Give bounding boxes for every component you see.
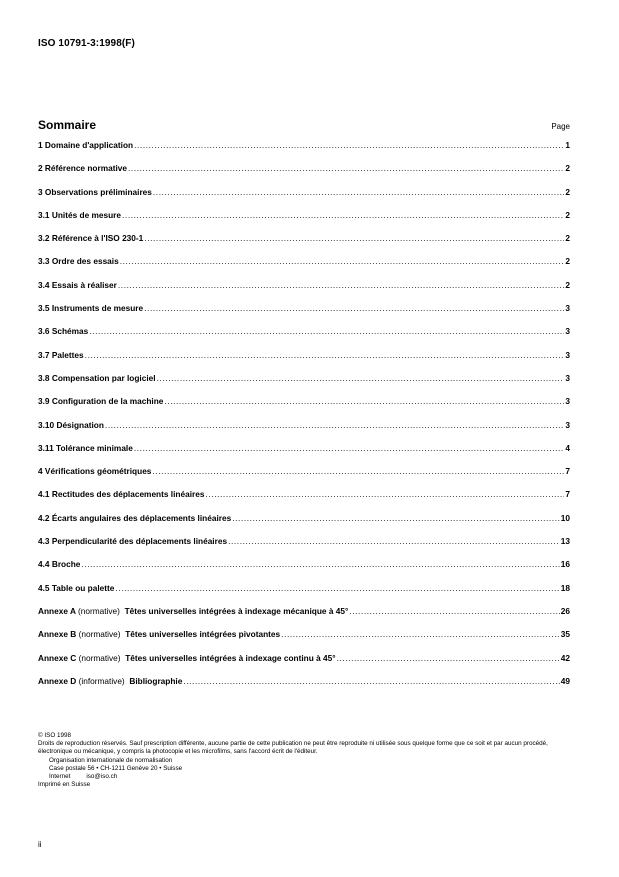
- toc-entry-page: 26: [560, 605, 570, 616]
- toc-leader: [349, 606, 559, 616]
- toc-entry-page: 2: [565, 256, 570, 267]
- toc-entry[interactable]: [38, 443, 570, 466]
- toc-leader: [183, 676, 559, 686]
- toc-entry-page: 1: [565, 140, 570, 150]
- toc-header: [38, 118, 570, 132]
- toc-entry-label: 4.3 Perpendicularité des déplacements linéaires: [38, 536, 228, 547]
- annex-title: Têtes universelles intégrées à indexage continu à 45°: [125, 652, 336, 663]
- toc-entry-page: 49: [560, 675, 570, 686]
- document-id: ISO 10791-3:1998(F): [38, 38, 135, 49]
- toc-leader: [205, 489, 564, 499]
- toc-leader: [89, 326, 564, 336]
- toc-entry-label: 3.3 Ordre des essais: [38, 256, 119, 267]
- toc-entry-page: 4: [565, 442, 570, 453]
- toc-annex-entry[interactable]: [38, 629, 570, 652]
- toc-entry-label: 3.5 Instruments de mesure: [38, 303, 144, 314]
- toc-leader: [134, 140, 564, 150]
- toc-leader: [85, 350, 565, 360]
- toc-leader: [144, 303, 564, 313]
- annex-title: Bibliographie: [129, 675, 183, 686]
- toc-entry-page: 7: [565, 466, 570, 477]
- toc-entry[interactable]: [38, 163, 570, 186]
- toc-annex-entry[interactable]: [38, 606, 570, 629]
- toc-entry[interactable]: [38, 280, 570, 303]
- toc-entry-label: 3.1 Unités de mesure: [38, 209, 122, 220]
- toc-entry-label: 4.4 Broche: [38, 559, 81, 570]
- toc-entry-label: 3.2 Référence à l'ISO 230-1: [38, 233, 144, 244]
- toc-annex-label: [38, 606, 348, 616]
- toc-entry-page: 2: [565, 279, 570, 290]
- copyright-line: © ISO 1998: [38, 732, 71, 739]
- toc-entry-page: 7: [565, 489, 570, 500]
- toc-entry[interactable]: [38, 326, 570, 349]
- toc-leader: [122, 210, 564, 220]
- toc-entry[interactable]: [38, 559, 570, 582]
- toc-entry[interactable]: [38, 396, 570, 419]
- annex-name: Annexe C: [38, 652, 77, 663]
- toc-entry-page: 2: [565, 209, 570, 220]
- annex-name: Annexe A: [38, 605, 76, 616]
- postal-address: Case postale 56 • CH-1211 Genève 20 • Suisse: [49, 764, 183, 772]
- toc-entry-label: 3.8 Compensation par logiciel: [38, 372, 156, 383]
- toc-entry-page: 2: [565, 163, 570, 174]
- toc-leader: [120, 256, 565, 266]
- toc-leader: [152, 466, 564, 476]
- annex-type: (normative): [78, 652, 121, 663]
- annex-title: Têtes universelles intégrées à indexage mécanique à 45°: [124, 605, 349, 616]
- toc-entry-label: 3.10 Désignation: [38, 419, 104, 430]
- toc-entry[interactable]: [38, 466, 570, 489]
- toc-entry-label: 3 Observations préliminaires: [38, 186, 152, 197]
- toc-entry[interactable]: [38, 350, 570, 373]
- toc-entry-label: 2 Référence normative: [38, 163, 128, 174]
- toc-entry-page: 35: [560, 629, 570, 640]
- toc-entry-page: 3: [565, 303, 570, 314]
- toc-entry-label: 3.6 Schémas: [38, 326, 89, 337]
- toc-entry[interactable]: [38, 303, 570, 326]
- toc-entry-page: 18: [560, 582, 570, 593]
- toc-leader: [118, 280, 564, 290]
- toc-entry-page: 42: [560, 652, 570, 663]
- toc-entry-label: 4.1 Rectitudes des déplacements linéaires: [38, 489, 205, 500]
- toc-entry[interactable]: [38, 489, 570, 512]
- internet-email[interactable]: iso@iso.ch: [86, 773, 118, 781]
- annex-type: (normative): [77, 605, 120, 616]
- toc-page-label: Page: [551, 122, 570, 131]
- table-of-contents: [38, 140, 570, 699]
- toc-entry-page: 2: [565, 233, 570, 244]
- toc-leader: [105, 420, 564, 430]
- toc-entry-page: 3: [565, 396, 570, 407]
- toc-entry[interactable]: [38, 256, 570, 279]
- toc-entry-label: 3.7 Palettes: [38, 349, 84, 360]
- toc-leader: [81, 559, 559, 569]
- organization-name: Organisation internationale de normalisation: [49, 756, 173, 764]
- toc-entry[interactable]: [38, 536, 570, 559]
- toc-entry[interactable]: [38, 210, 570, 233]
- toc-entry-page: 2: [565, 186, 570, 197]
- toc-leader: [232, 513, 560, 523]
- annex-title: Têtes universelles intégrées pivotantes: [125, 629, 281, 640]
- toc-entry-label: 3.4 Essais à réaliser: [38, 279, 117, 290]
- toc-entry[interactable]: [38, 233, 570, 256]
- toc-leader: [164, 396, 564, 406]
- page-number: ii: [38, 840, 42, 849]
- toc-entry-label: 4 Vérifications géométriques: [38, 466, 152, 477]
- toc-title: Sommaire: [38, 118, 97, 132]
- toc-entry-page: 3: [565, 419, 570, 430]
- internet-contact: [38, 773, 578, 781]
- annex-name: Annexe B: [38, 629, 77, 640]
- toc-entry[interactable]: [38, 583, 570, 606]
- toc-entry-page: 13: [560, 536, 570, 547]
- toc-annex-label: [38, 653, 336, 663]
- annex-type: (normative): [78, 629, 121, 640]
- annex-name: Annexe D: [38, 675, 77, 686]
- printed-in: Imprimé en Suisse: [38, 781, 91, 789]
- toc-leader: [281, 629, 560, 639]
- toc-leader: [128, 163, 564, 173]
- toc-annex-label: [38, 676, 182, 686]
- annex-type: (informative): [78, 675, 125, 686]
- copyright-notice: [38, 732, 578, 789]
- toc-leader: [115, 583, 559, 593]
- toc-leader: [144, 233, 564, 243]
- toc-entry-label: 4.5 Table ou palette: [38, 582, 115, 593]
- toc-entry-page: 3: [565, 349, 570, 360]
- toc-entry-label: 4.2 Écarts angulaires des déplacements linéaires: [38, 512, 232, 523]
- toc-entry-label: 3.9 Configuration de la machine: [38, 396, 164, 407]
- toc-annex-entry[interactable]: [38, 676, 570, 699]
- toc-entry[interactable]: [38, 513, 570, 536]
- rights-statement: Droits de reproduction réservés. Sauf prescription différente, aucune partie de cette publication ne peut être reproduite ni utilisée sous quelque forme que ce soit et par aucun procédé, électronique ou mécanique, y compris la photocopie et les microfilms, sans l'accord écrit de l'éditeur.: [38, 740, 548, 756]
- toc-entry-page: 3: [565, 372, 570, 383]
- toc-leader: [228, 536, 560, 546]
- toc-entry[interactable]: [38, 373, 570, 396]
- toc-annex-label: [38, 629, 280, 639]
- toc-leader: [134, 443, 565, 453]
- toc-entry-label: 1 Domaine d'application: [38, 140, 134, 150]
- toc-entry-page: 3: [565, 326, 570, 337]
- toc-entry-page: 10: [560, 512, 570, 523]
- toc-entry[interactable]: [38, 187, 570, 210]
- internet-label: Internet: [49, 773, 71, 781]
- toc-leader: [153, 187, 564, 197]
- toc-entry[interactable]: [38, 420, 570, 443]
- toc-leader: [337, 653, 560, 663]
- toc-entry[interactable]: [38, 140, 570, 163]
- toc-leader: [157, 373, 565, 383]
- toc-annex-entry[interactable]: [38, 653, 570, 676]
- toc-entry-label: 3.11 Tolérance minimale: [38, 442, 133, 453]
- toc-entry-page: 16: [560, 559, 570, 570]
